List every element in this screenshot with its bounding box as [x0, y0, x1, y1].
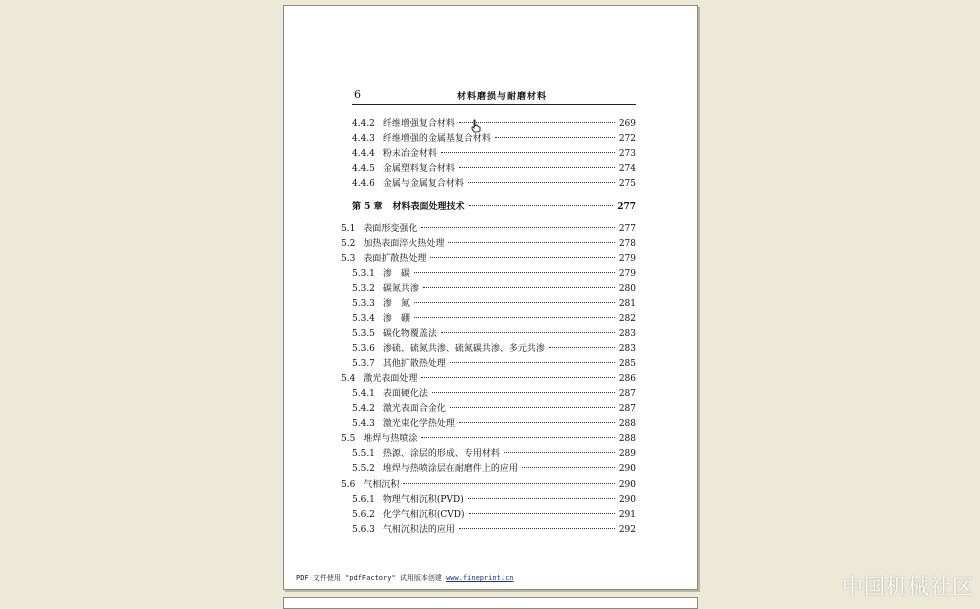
dot-leader — [459, 167, 615, 168]
document-page — [283, 5, 698, 590]
toc-entry-page: 291 — [618, 510, 636, 520]
toc-entry-page: 283 — [618, 344, 636, 354]
dot-leader — [459, 528, 615, 529]
dot-leader — [421, 377, 614, 378]
dot-leader — [414, 272, 615, 273]
toc-entry-number: 5.2 — [341, 239, 356, 249]
dot-leader — [432, 392, 615, 393]
toc-chapter-number: 第 5 章 — [352, 202, 383, 212]
table-of-contents — [284, 6, 697, 589]
toc-entry-title: 加热表面淬火热处理 — [363, 239, 445, 249]
toc-section — [341, 223, 636, 235]
toc-entry-page: 286 — [618, 374, 636, 384]
toc-entry — [352, 148, 636, 160]
toc-entry-number: 5.3 — [341, 254, 356, 264]
toc-entry — [352, 268, 636, 280]
toc-entry-page: 290 — [618, 495, 636, 505]
toc-entry-number: 4.4.2 — [352, 119, 375, 129]
toc-entry-number: 4.4.3 — [352, 134, 375, 144]
toc-section — [341, 433, 636, 445]
toc-entry-title: 碳氮共渗 — [382, 284, 419, 294]
page-number: 6 — [354, 88, 361, 101]
toc-entry-page: 288 — [618, 419, 636, 429]
dot-leader — [421, 227, 614, 228]
toc-entry-page: 281 — [618, 299, 636, 309]
toc-entry-number: 5.3.4 — [352, 314, 375, 324]
dot-leader — [468, 498, 615, 499]
toc-entry-page: 277 — [618, 224, 636, 234]
toc-entry-number: 5.4.1 — [352, 389, 375, 399]
toc-section — [341, 253, 636, 265]
toc-section — [341, 373, 636, 385]
toc-entry-title: 气相沉积 — [363, 480, 400, 490]
toc-entry-number: 5.3.5 — [352, 329, 375, 339]
dot-leader — [403, 483, 614, 484]
toc-entry-number: 5.5 — [341, 434, 356, 444]
toc-entry — [352, 163, 636, 175]
toc-entry-number: 4.4.6 — [352, 179, 375, 189]
next-page-edge — [283, 597, 698, 609]
dot-leader — [441, 332, 615, 333]
toc-entry — [352, 343, 636, 355]
toc-entry-number: 5.6.1 — [352, 495, 375, 505]
toc-entry-title: 碳化物覆盖法 — [382, 329, 437, 339]
toc-entry-number: 5.3.2 — [352, 284, 375, 294]
toc-entry-title: 物理气相沉积(PVD) — [382, 495, 464, 505]
toc-entry-number: 5.3.6 — [352, 344, 375, 354]
dot-leader — [450, 362, 615, 363]
toc-entry-title: 表面扩散热处理 — [363, 254, 427, 264]
dot-leader — [549, 347, 615, 348]
toc-entry-title: 金属与金属复合材料 — [382, 179, 464, 189]
toc-entry-page: 287 — [618, 389, 636, 399]
toc-entry-page: 273 — [618, 149, 636, 159]
dot-leader — [522, 467, 615, 468]
toc-entry-title: 热源、涂层的形成、专用材料 — [382, 449, 500, 459]
toc-entry-title: 渗 氮 — [382, 299, 410, 309]
toc-entry-title: 其他扩散热处理 — [382, 359, 446, 369]
dot-leader — [459, 122, 615, 123]
dot-leader — [468, 182, 615, 183]
toc-entry-number: 5.4.2 — [352, 404, 375, 414]
toc-entry-page: 279 — [618, 269, 636, 279]
dot-leader — [459, 422, 615, 423]
toc-entry — [352, 418, 636, 430]
toc-entry-title: 堆焊与热喷涂 — [363, 434, 418, 444]
dot-leader — [504, 452, 615, 453]
toc-entry — [352, 463, 636, 475]
toc-entry-number: 4.4.5 — [352, 164, 375, 174]
dot-leader — [423, 287, 615, 288]
toc-entry — [352, 494, 636, 506]
dot-leader — [495, 137, 615, 138]
dot-leader — [448, 242, 614, 243]
toc-chapter-title: 材料表面处理技术 — [392, 202, 465, 212]
toc-entry-title: 渗 硼 — [382, 314, 410, 324]
toc-entry-page: 282 — [618, 314, 636, 324]
toc-chapter-page: 277 — [617, 202, 636, 212]
toc-entry-page: 292 — [618, 525, 636, 535]
toc-entry-page: 269 — [618, 119, 636, 129]
toc-entry-page: 289 — [618, 449, 636, 459]
dot-leader — [414, 317, 615, 318]
toc-entry-page: 275 — [618, 179, 636, 189]
toc-entry-title: 激光表面处理 — [363, 374, 418, 384]
toc-entry-number: 5.3.7 — [352, 359, 375, 369]
toc-entry-page: 285 — [618, 359, 636, 369]
toc-entry — [352, 298, 636, 310]
toc-entry — [352, 133, 636, 145]
toc-entry-page: 278 — [618, 239, 636, 249]
toc-entry-title: 渗硫、硫氮共渗、硫氮碳共渗、多元共渗 — [382, 344, 545, 354]
pdf-footer — [296, 573, 514, 583]
toc-entry-title: 化学气相沉积(CVD) — [382, 510, 465, 520]
toc-entry-title: 纤维增强复合材料 — [382, 119, 455, 129]
toc-section — [341, 238, 636, 250]
toc-entry — [352, 403, 636, 415]
toc-entry-number: 5.1 — [341, 224, 356, 234]
toc-entry-page: 287 — [618, 404, 636, 414]
toc-entry-page: 274 — [618, 164, 636, 174]
toc-entry-title: 渗 碳 — [382, 269, 410, 279]
toc-entry-page: 272 — [618, 134, 636, 144]
toc-entry-title: 粉末冶金材料 — [382, 149, 437, 159]
toc-chapter — [352, 201, 636, 213]
toc-entry-page: 290 — [618, 464, 636, 474]
toc-section — [341, 479, 636, 491]
toc-entry — [352, 118, 636, 130]
dot-leader — [450, 407, 615, 408]
hand-cursor-icon — [470, 119, 482, 133]
dot-leader — [469, 205, 614, 206]
toc-entry-title: 金属塑料复合材料 — [382, 164, 455, 174]
toc-entry — [352, 358, 636, 370]
toc-entry-page: 279 — [618, 254, 636, 264]
toc-entry-number: 5.4 — [341, 374, 356, 384]
dot-leader — [430, 257, 614, 258]
toc-entry-title: 激光表面合金化 — [382, 404, 446, 414]
toc-entry — [352, 509, 636, 521]
toc-entry-number: 5.4.3 — [352, 419, 375, 429]
toc-entry — [352, 328, 636, 340]
toc-entry-title: 堆焊与热喷涂层在耐磨件上的应用 — [382, 464, 518, 474]
footer-text: PDF 文件使用 "pdfFactory" 试用版本创建 — [296, 574, 447, 582]
toc-entry-number: 5.6 — [341, 480, 356, 490]
toc-entry-number: 5.6.2 — [352, 510, 375, 520]
toc-entry — [352, 313, 636, 325]
dot-leader — [421, 437, 614, 438]
toc-entry-number: 5.5.1 — [352, 449, 375, 459]
toc-entry-title: 激光束化学热处理 — [382, 419, 455, 429]
toc-entry — [352, 448, 636, 460]
toc-entry-number: 4.4.4 — [352, 149, 375, 159]
toc-entry — [352, 524, 636, 536]
toc-entry-page: 283 — [618, 329, 636, 339]
toc-entry-page: 280 — [618, 284, 636, 294]
toc-entry-number: 5.5.2 — [352, 464, 375, 474]
toc-entry-title: 气相沉积法的应用 — [382, 525, 455, 535]
toc-entry — [352, 388, 636, 400]
toc-entry — [352, 283, 636, 295]
toc-entry-title: 表面形变强化 — [363, 224, 418, 234]
site-watermark: 中国机械社区 — [842, 575, 974, 599]
toc-entry-title: 表面硬化法 — [382, 389, 428, 399]
dot-leader — [414, 302, 615, 303]
dot-leader — [441, 152, 615, 153]
dot-leader — [469, 513, 615, 514]
toc-entry — [352, 178, 636, 190]
book-title: 材料磨损与耐磨材料 — [457, 92, 548, 102]
toc-entry-page: 288 — [618, 434, 636, 444]
toc-entry-page: 290 — [618, 480, 636, 490]
toc-entry-title: 纤维增强的金属基复合材料 — [382, 134, 491, 144]
toc-entry-number: 5.3.1 — [352, 269, 375, 279]
footer-link[interactable]: www.fineprint.cn — [446, 574, 514, 582]
toc-entry-number: 5.3.3 — [352, 299, 375, 309]
toc-entry-number: 5.6.3 — [352, 525, 375, 535]
